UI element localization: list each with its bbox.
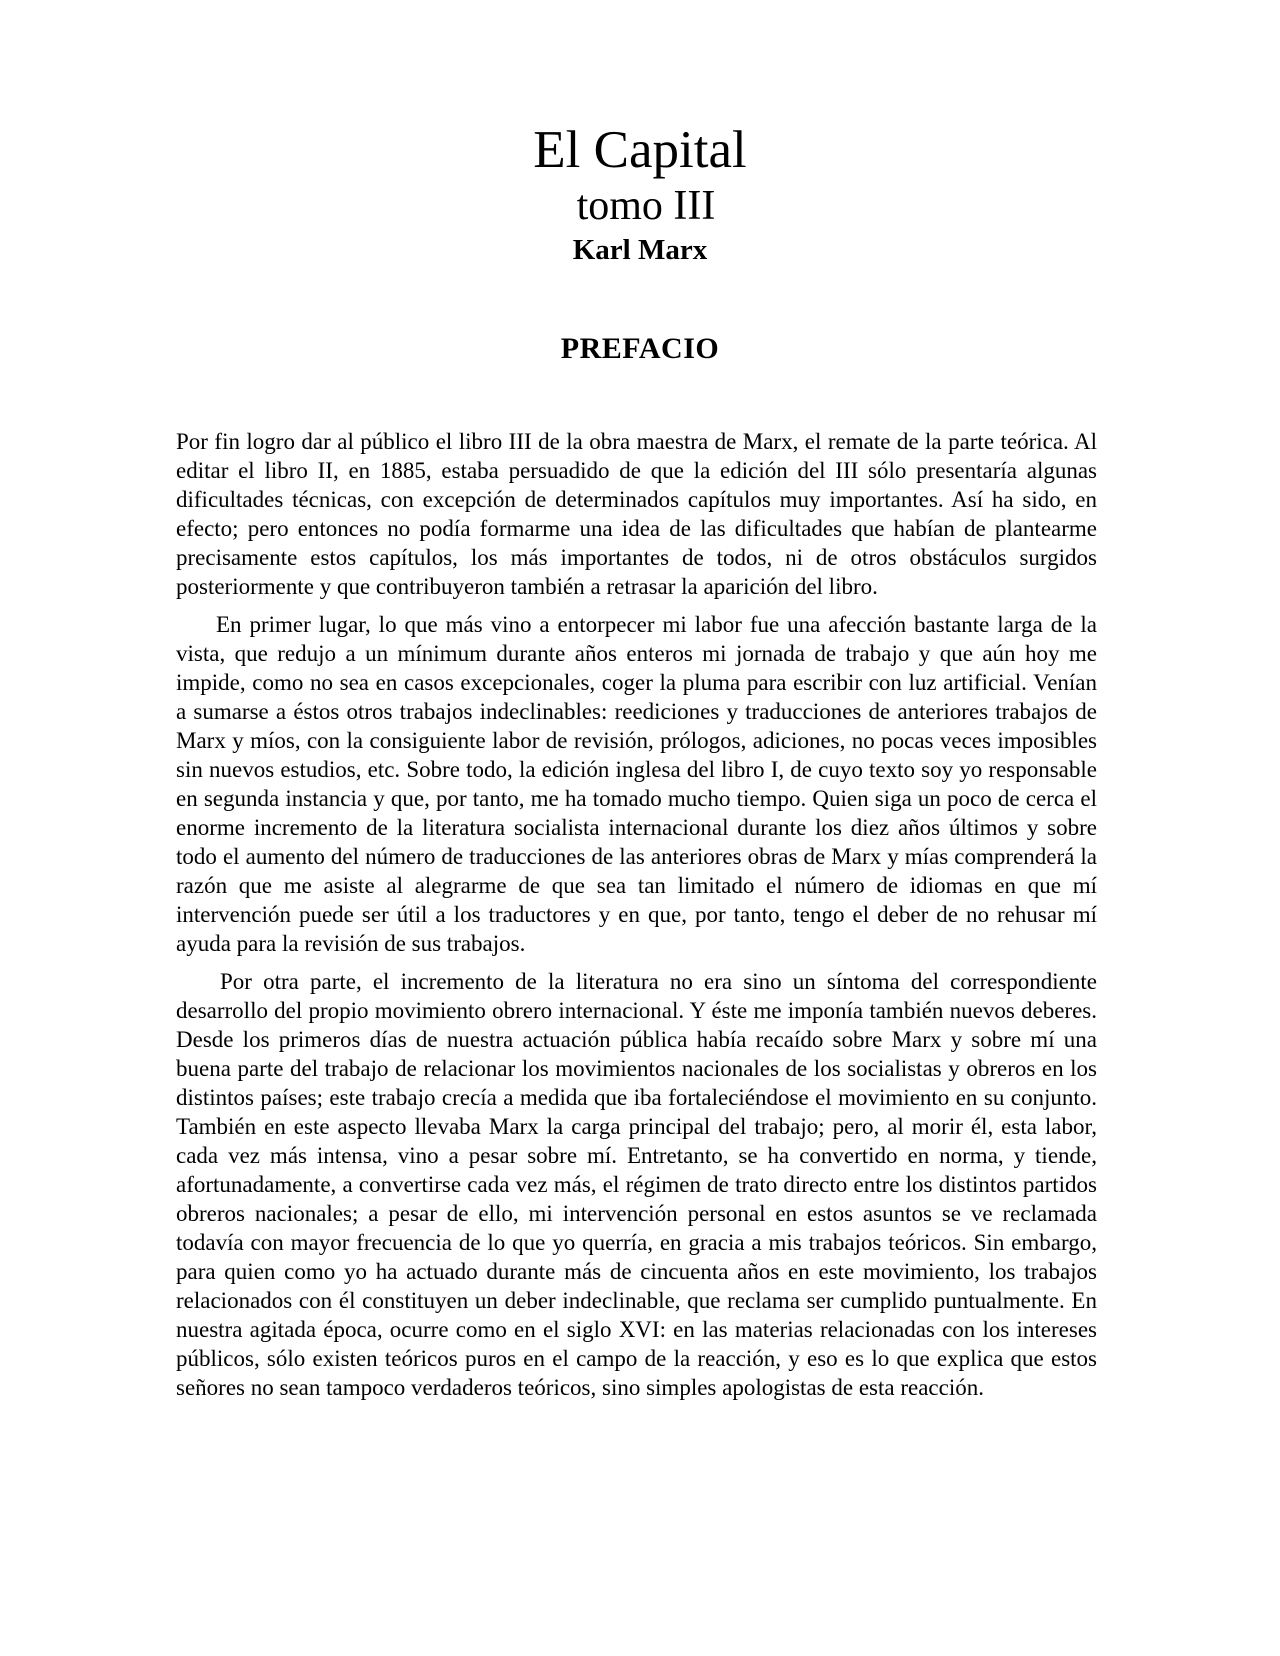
book-title: El Capital [533,121,747,179]
paragraph: Por fin logro dar al público el libro III de la obra maestra de Marx, el remate de la parte teórica. Al editar el libro II, en 1885, estaba persuadido de que la edición del III sólo presentaría algunas dificultades técnicas, con excepción de determinados capítulos muy importantes. Así ha sido, en efecto; pero entonces no podía formarme una idea de las dificultades que habían de plantearme precisamente estos capítulos, los más importantes de todos, ni de otros obstáculos surgidos posteriormente y que contribuyeron también a retrasar la aparición del libro. [176,429,1097,599]
author-name: Karl Marx [572,234,708,266]
body-text [176,427,1097,1402]
paragraph: En primer lugar, lo que más vino a entorpecer mi labor fue una afección bastante larga de la vista, que redujo a un mínimum durante años enteros mi jornada de trabajo y que aún hoy me impide, como no sea en casos excepcionales, coger la pluma para escribir con luz artificial. Venían a sumarse a éstos otros trabajos indeclinables: reediciones y traducciones de anteriores trabajos de Marx y míos, con la consiguiente labor de revisión, prólogos, adiciones, no pocas veces imposibles sin nuevos estudios, etc. Sobre todo, la edición inglesa del libro I, de cuyo texto soy yo responsable en segunda instancia y que, por tanto, me ha tomado mucho tiempo. Quien siga un poco de cerca el enorme incremento de la literatura socialista internacional durante los diez años últimos y sobre todo el aumento del número de traducciones de las anteriores obras de Marx y mías comprenderá la razón que me asiste al alegrarme de que sea tan limitado el número de idiomas en que mí intervención puede ser útil a los traductores y en que, por tanto, tengo el deber de no rehusar mí ayuda para la revisión de sus trabajos. [176,612,1097,956]
paragraph: Por otra parte, el incremento de la literatura no era sino un síntoma del correspondiente desarrollo del propio movimiento obrero internacional. Y éste me imponía también nuevos deberes. Desde los primeros días de nuestra actuación pública había recaído sobre Marx y sobre mí una buena parte del trabajo de relacionar los movimientos nacionales de los socialistas y obreros en los distintos países; este trabajo crecía a medida que iba fortaleciéndose el movimiento en su conjunto. También en este aspecto llevaba Marx la carga principal del trabajo; pero, al morir él, esta labor, cada vez más intensa, vino a pesar sobre mí. Entretanto, se ha convertido en norma, y tiende, afortunadamente, a convertirse cada vez más, el régimen de trato directo entre los distintos partidos obreros nacionales; a pesar de ello, mi intervención personal en estos asuntos se ve reclamada todavía con mayor frecuencia de lo que yo querría, en gracia a mis trabajos teóricos. Sin embargo, para quien como yo ha actuado durante más de cincuenta años en este movimiento, los trabajos relacionados con él constituyen un deber indeclinable, que reclama ser cumplido puntualmente. En nuestra agitada época, ocurre como en el siglo XVI: en las materias relacionadas con los intereses públicos, sólo existen teóricos puros en el campo de la reacción, y eso es lo que explica que estos señores no sean tampoco verdaderos teóricos, sino simples apologistas de esta reacción. [176,969,1097,1400]
section-heading: PREFACIO [560,332,720,365]
volume-subtitle: tomo III [576,183,716,229]
